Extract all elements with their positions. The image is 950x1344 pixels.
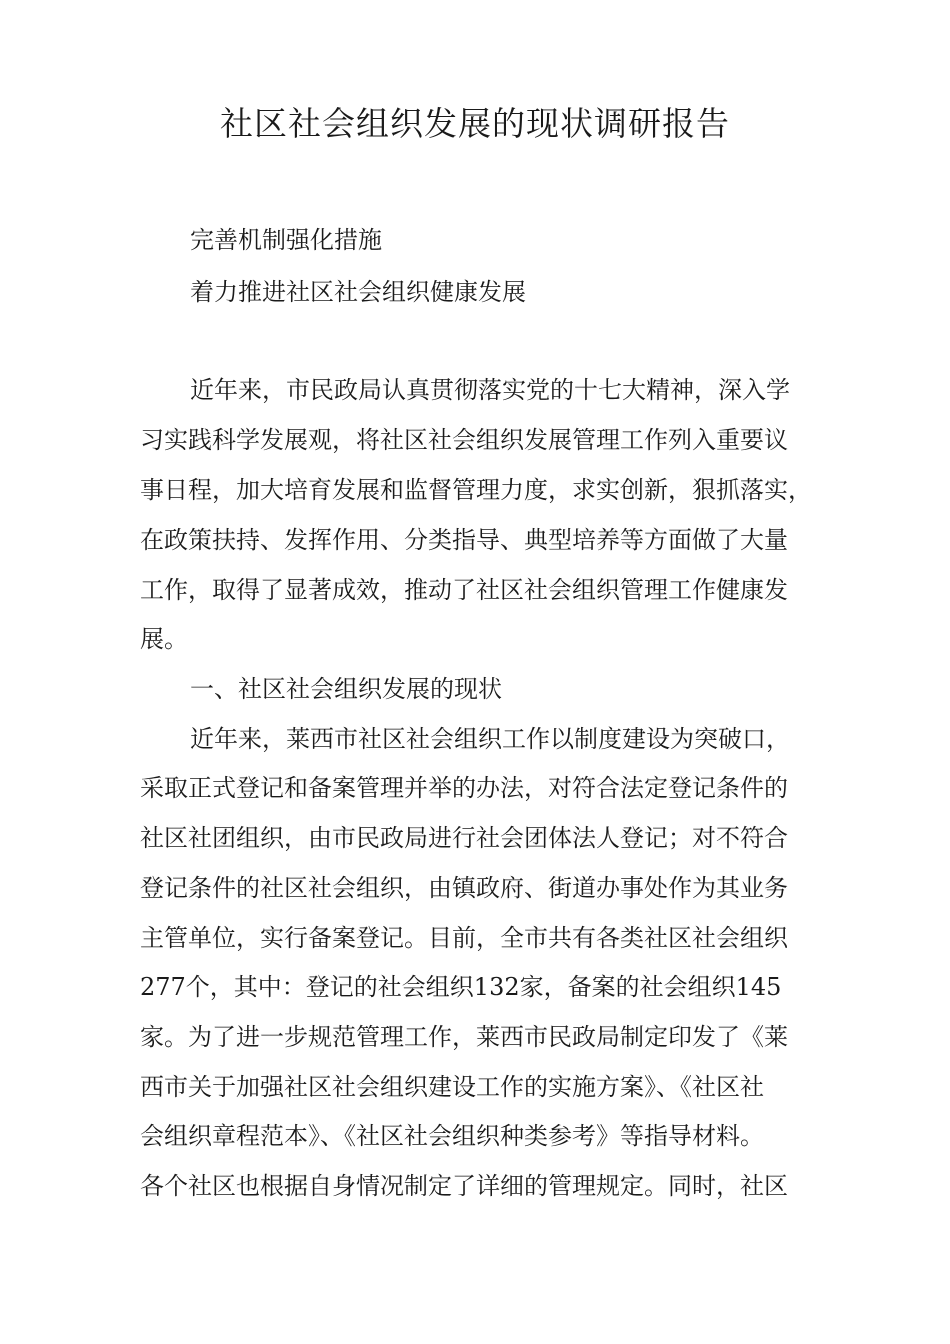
paragraph-1-line-4: 在政策扶持、发挥作用、分类指导、典型培养等方面做了大量 [140, 526, 788, 554]
paragraph-2-line-8: 西市关于加强社区社会组织建设工作的实施方案》、《社区社 [140, 1073, 764, 1101]
section-1-heading: 一、社区社会组织发展的现状 [190, 675, 502, 703]
paragraph-2-line-2: 采取正式登记和备案管理并举的办法，对符合法定登记条件的 [140, 774, 788, 802]
paragraph-2-line-1: 近年来，莱西市社区社会组织工作以制度建设为突破口， [190, 725, 790, 753]
paragraph-2-line-3: 社区社团组织，由市民政局进行社会团体法人登记；对不符合 [140, 824, 788, 852]
paragraph-2-line-5: 主管单位，实行备案登记。目前，全市共有各类社区社会组织 [140, 924, 788, 952]
paragraph-2-line-6: 277个，其中：登记的社会组织132家，备案的社会组织145 [140, 973, 782, 1001]
paragraph-2-line-10: 各个社区也根据自身情况制定了详细的管理规定。同时，社区 [140, 1172, 788, 1200]
subtitle-line-2: 着力推进社区社会组织健康发展 [190, 278, 526, 306]
paragraph-2-line-7: 家。为了进一步规范管理工作，莱西市民政局制定印发了《莱 [140, 1023, 788, 1051]
paragraph-2-line-4: 登记条件的社区社会组织，由镇政府、街道办事处作为其业务 [140, 874, 788, 902]
paragraph-1-line-1: 近年来，市民政局认真贯彻落实党的十七大精神，深入学 [190, 376, 790, 404]
document-title: 社区社会组织发展的现状调研报告 [220, 104, 730, 143]
paragraph-2-line-9: 会组织章程范本》、《社区社会组织种类参考》等指导材料。 [140, 1122, 764, 1150]
paragraph-1-line-3: 事日程，加大培育发展和监督管理力度，求实创新，狠抓落实， [140, 476, 812, 504]
paragraph-1-line-6: 展。 [140, 625, 188, 653]
paragraph-1-line-2: 习实践科学发展观，将社区社会组织发展管理工作列入重要议 [140, 426, 788, 454]
subtitle-line-1: 完善机制强化措施 [190, 226, 382, 254]
paragraph-1-line-5: 工作，取得了显著成效，推动了社区社会组织管理工作健康发 [140, 576, 788, 604]
